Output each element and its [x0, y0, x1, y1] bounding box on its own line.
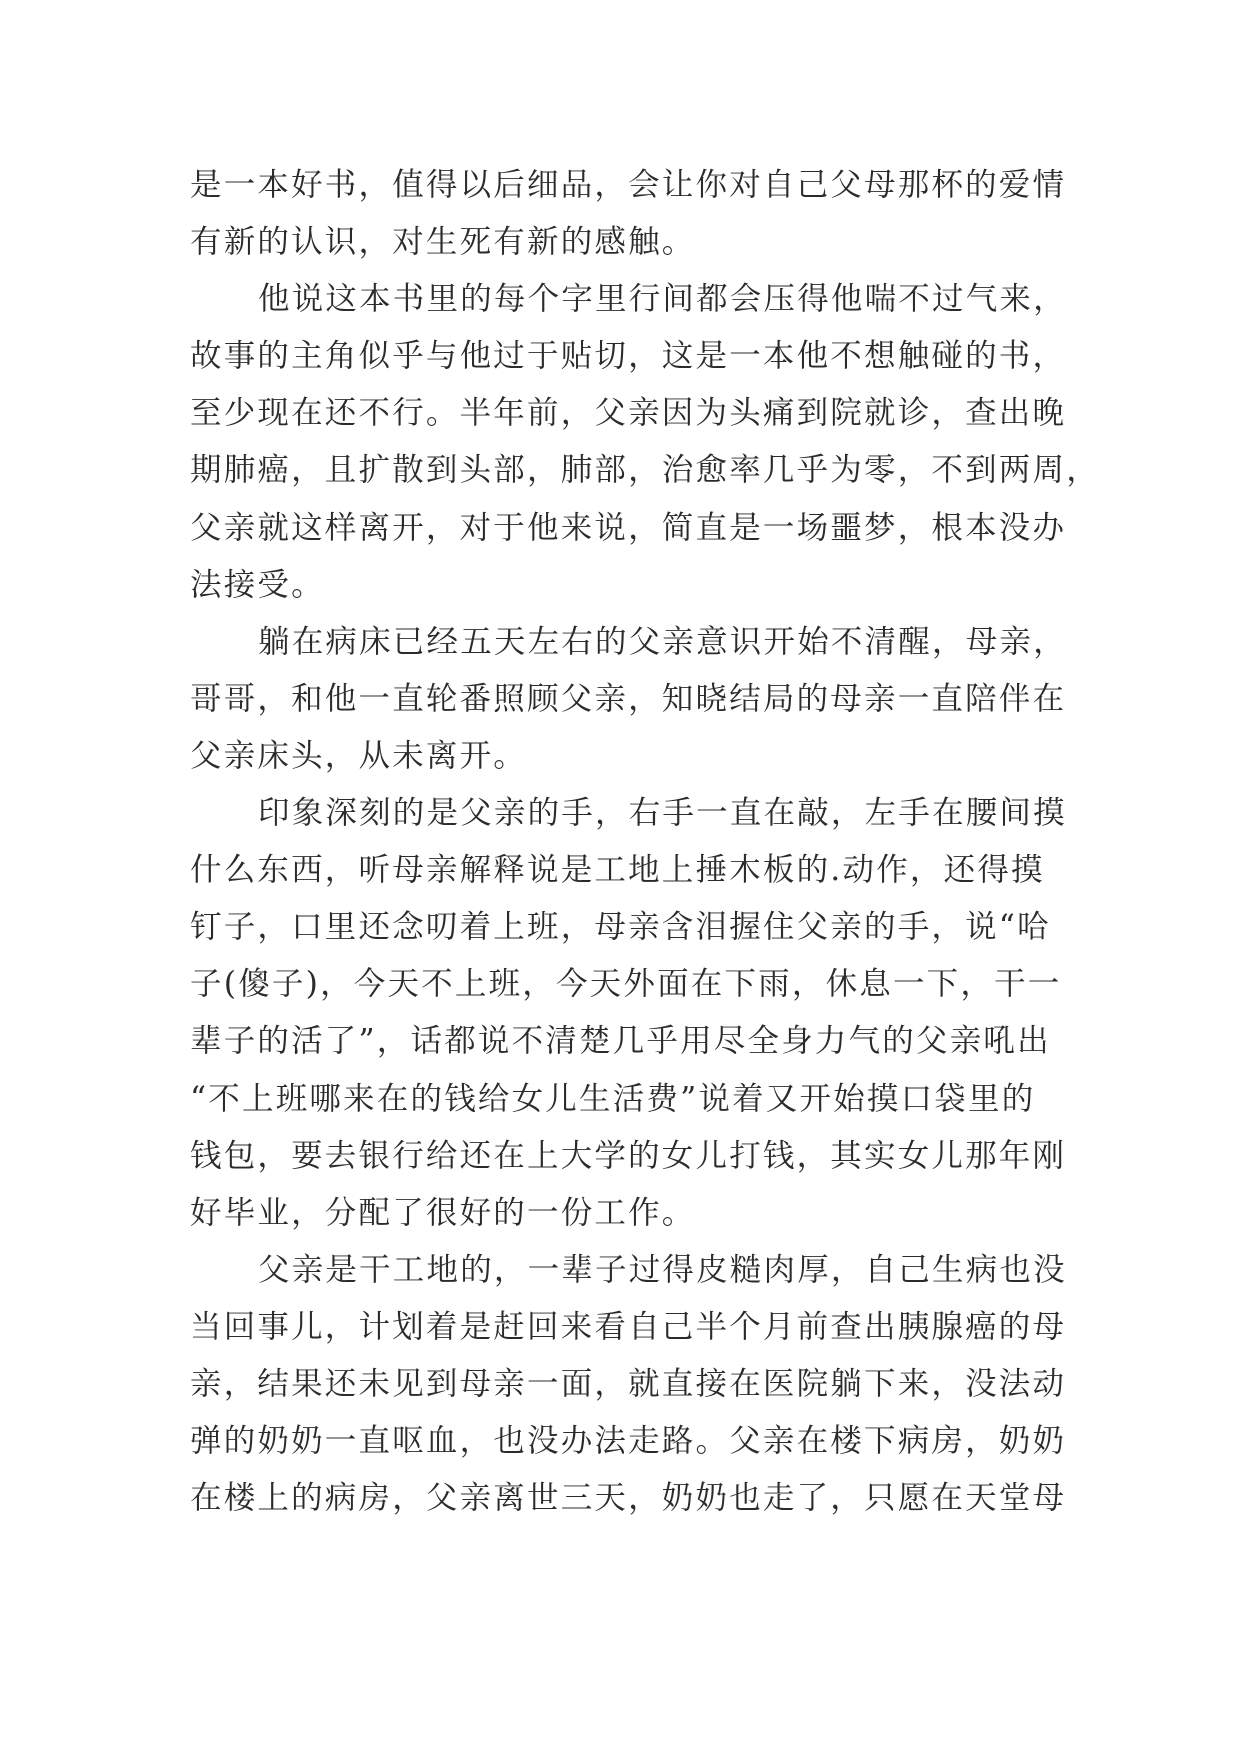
text-line: 法接受。: [190, 566, 325, 603]
text-line: 哥哥，和他一直轮番照顾父亲，知晓结局的母亲一直陪伴在: [190, 680, 1067, 717]
text-line: 好毕业，分配了很好的一份工作。: [190, 1194, 696, 1231]
text-line: 当回事儿，计划着是赶回来看自己半个月前查出胰腺癌的母: [190, 1308, 1067, 1345]
text-line: 期肺癌，且扩散到头部，肺部，治愈率几乎为零，不到两周，: [190, 452, 1100, 489]
text-line: 是一本好书，值得以后细品，会让你对自己父母那杯的爱情: [190, 167, 1067, 203]
text-line: 亲，结果还未见到母亲一面，就直接在医院躺下来，没法动: [190, 1365, 1067, 1402]
text-line: 父亲床头，从未离开。: [190, 737, 528, 774]
text-line: 什么东西，听母亲解释说是工地上捶木板的.动作，还得摸: [190, 852, 1045, 889]
paragraph-first-line: 印象深刻的是父亲的手，右手一直在敲，左手在腰间摸: [258, 795, 1067, 832]
text-line: 子(傻子)，今天不上班，今天外面在下雨，休息一下，干一: [190, 966, 1062, 1003]
text-line: 至少现在还不行。半年前，父亲因为头痛到院就诊，查出晚: [190, 395, 1067, 432]
text-line: 钉子，口里还念叨着上班，母亲含泪握住父亲的手，说“哈: [190, 909, 1051, 946]
body-text: [190, 157, 1100, 1527]
text-line: 故事的主角似乎与他过于贴切，这是一本他不想触碰的书，: [190, 338, 1067, 375]
text-line: 父亲就这样离开，对于他来说，简直是一场噩梦，根本没办: [190, 509, 1067, 546]
text-line: 钱包，要去银行给还在上大学的女儿打钱，其实女儿那年刚: [190, 1137, 1067, 1174]
text-line: 弹的奶奶一直呕血，也没办法走路。父亲在楼下病房，奶奶: [190, 1423, 1067, 1460]
text-line: 在楼上的病房，父亲离世三天，奶奶也走了，只愿在天堂母: [190, 1480, 1067, 1517]
text-line: 有新的认识，对生死有新的感触。: [190, 224, 696, 261]
paragraph-first-line: 躺在病床已经五天左右的父亲意识开始不清醒，母亲，: [258, 623, 1067, 660]
paragraph-first-line: 父亲是干工地的，一辈子过得皮糙肉厚，自己生病也没: [258, 1251, 1067, 1288]
text-line: 辈子的活了”，话都说不清楚几乎用尽全身力气的父亲吼出: [190, 1023, 1051, 1060]
paragraph-first-line: 他说这本书里的每个字里行间都会压得他喘不过气来，: [258, 281, 1067, 318]
text-line: “不上班哪来在的钱给女儿生活费”说着又开始摸口袋里的: [190, 1080, 1036, 1117]
